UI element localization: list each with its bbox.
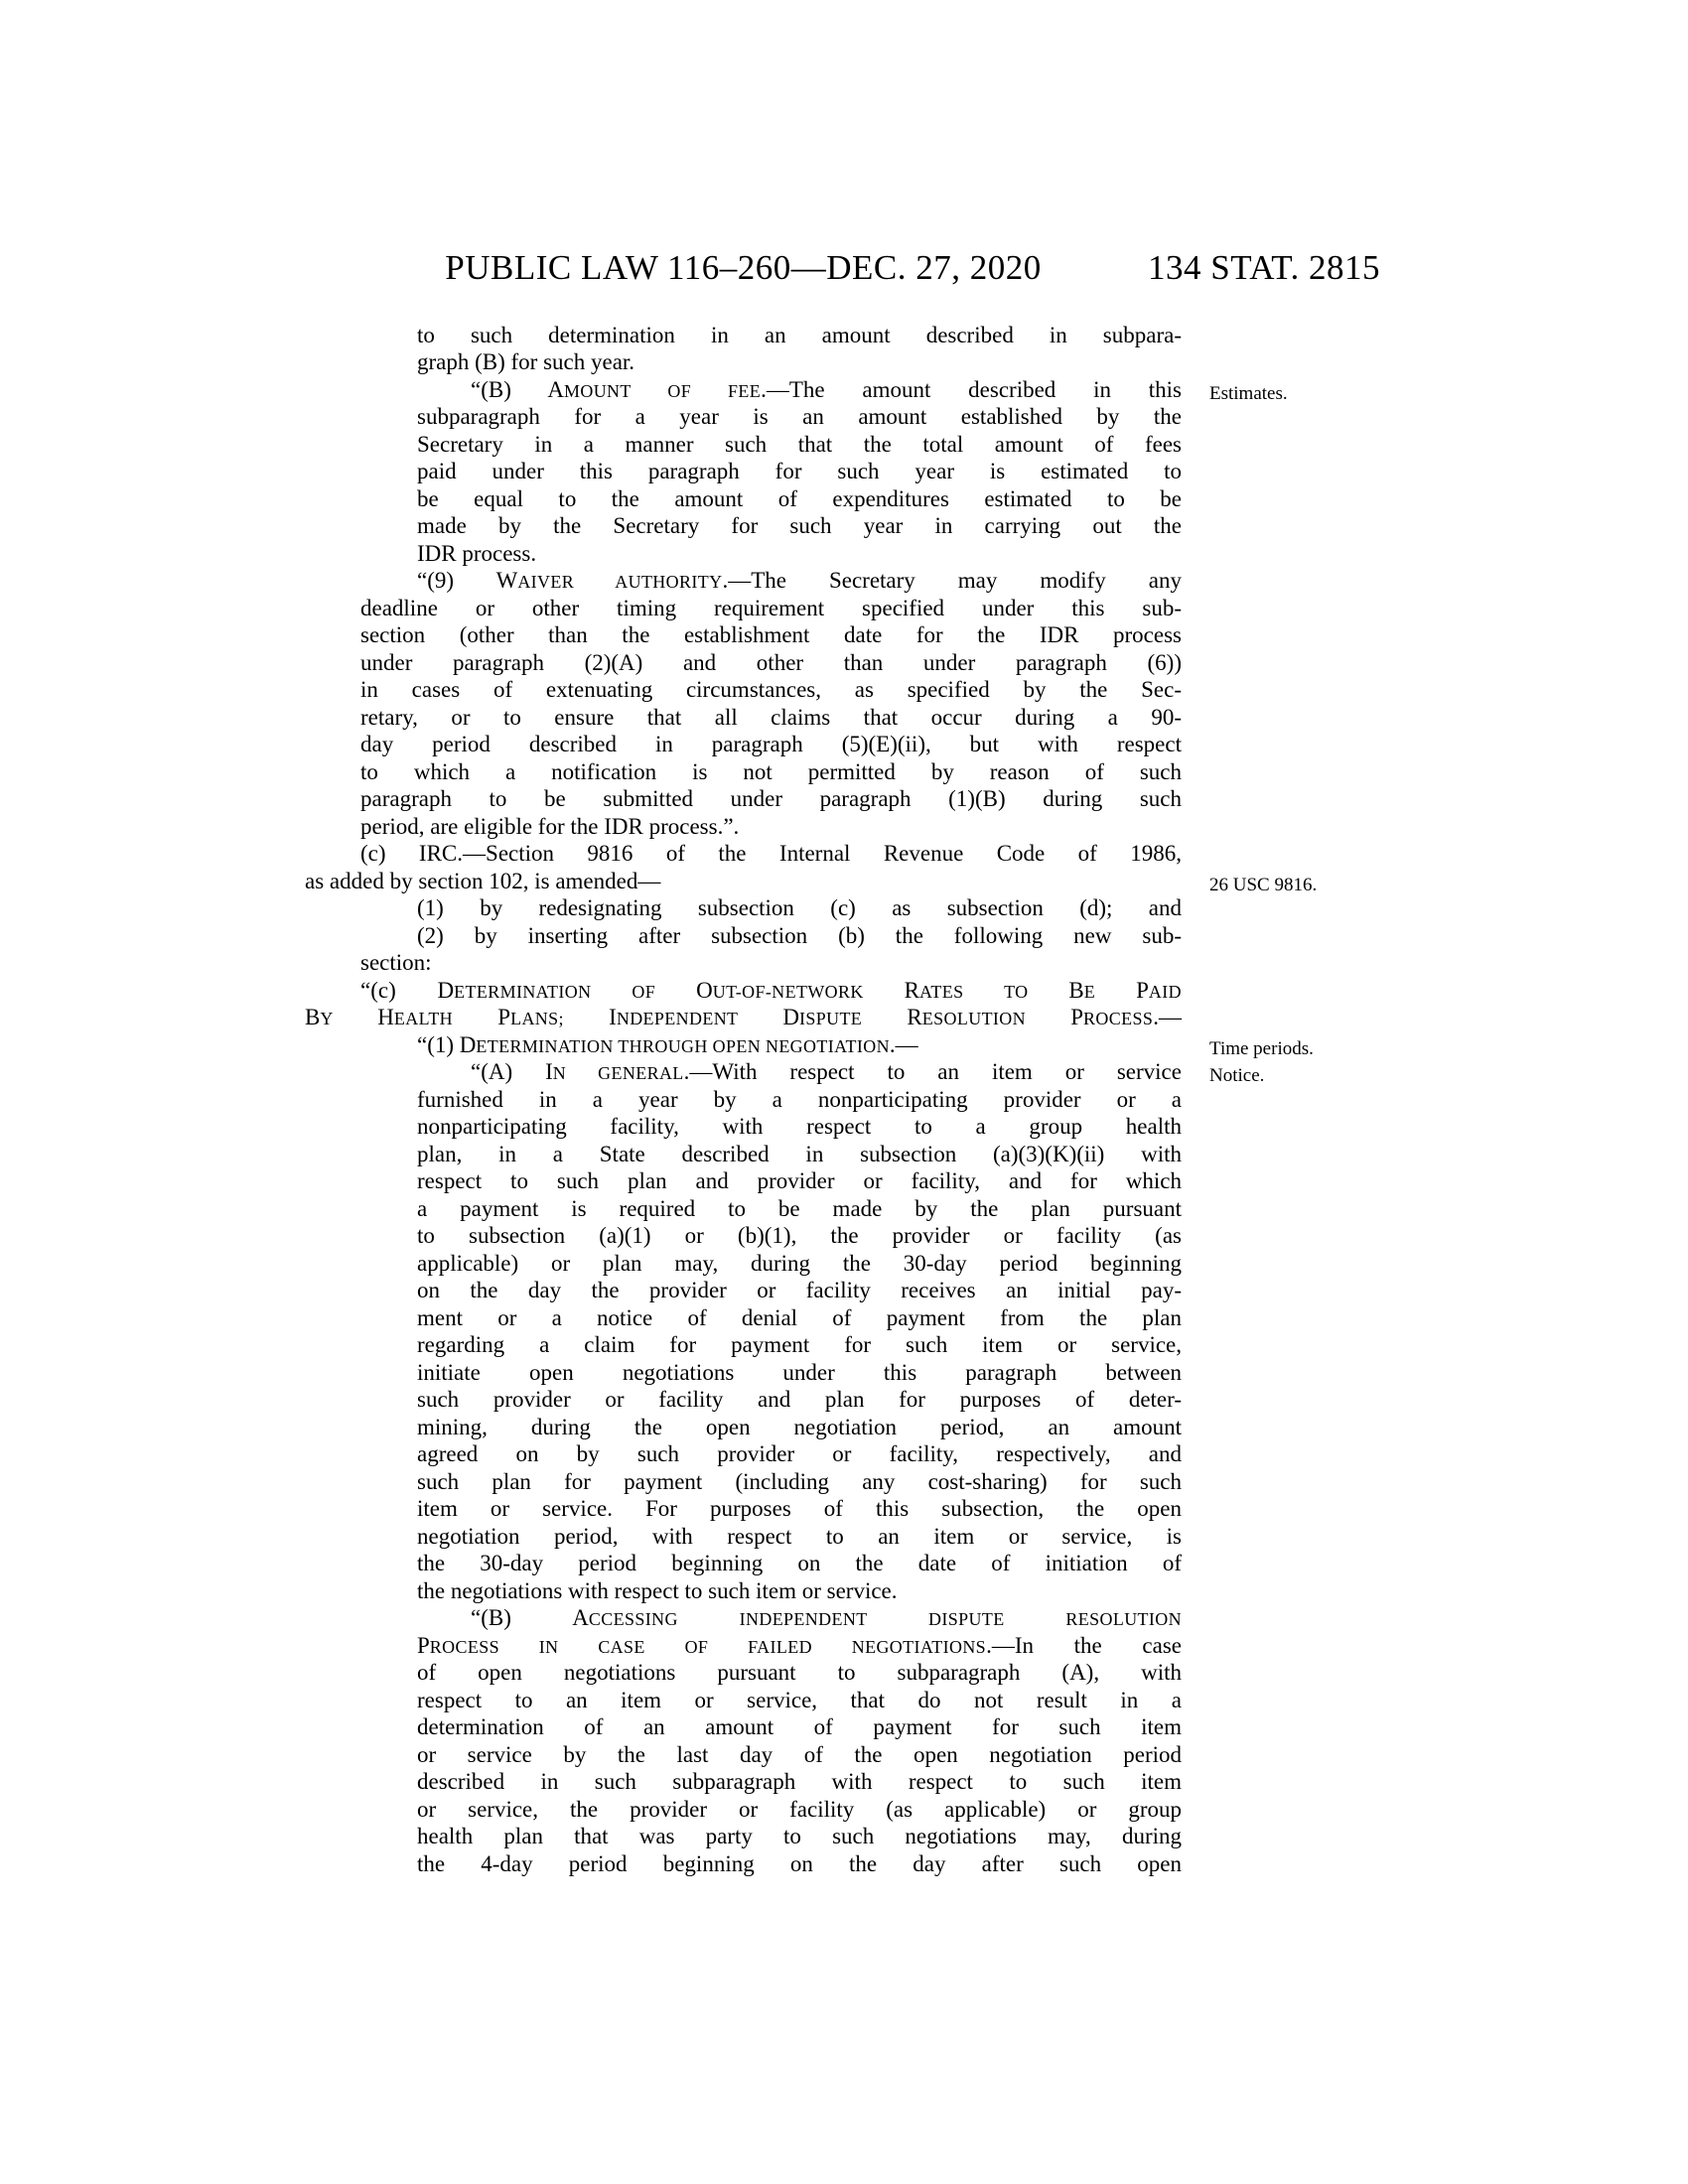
text-segment: furnished in a year by a nonparticipating provider or a <box>417 1086 1182 1112</box>
statute-line <box>417 1031 1182 1059</box>
text-segment: respect to such plan and provider or facility, and for which <box>417 1168 1182 1193</box>
text-segment: “(B) A <box>471 1605 589 1630</box>
margin-note: Notice. <box>1209 1065 1265 1086</box>
statute-line <box>417 1550 1182 1577</box>
margin-note: Estimates. <box>1209 382 1288 404</box>
small-caps-text: ROCESS IN CASE OF FAILED NEGOTIATIONS <box>429 1636 987 1657</box>
statute-line <box>471 1604 1182 1632</box>
text-segment: P <box>417 1632 430 1658</box>
text-segment: respect to an item or service, that do not result in a <box>417 1687 1182 1712</box>
text-segment: or service by the last day of the open negotiation period <box>417 1741 1182 1767</box>
small-caps-text: E <box>1083 981 1137 1002</box>
text-segment: the 4-day period beginning on the day after such open <box>417 1850 1182 1876</box>
statute-line <box>360 621 1182 649</box>
statute-line <box>417 1713 1182 1741</box>
text-segment: period, are eligible for the IDR process.”. <box>360 813 740 839</box>
text-segment: P <box>1070 1005 1084 1029</box>
statute-line <box>417 1222 1182 1250</box>
statute-line <box>417 1359 1182 1387</box>
text-segment: D <box>782 1005 799 1029</box>
text-segment: H <box>377 1005 394 1029</box>
small-caps-text: NDEPENDENT <box>616 1009 783 1028</box>
text-segment: applicable) or plan may, during the 30-day period beginning <box>417 1250 1182 1276</box>
text-segment: R <box>904 977 920 1003</box>
statute-line <box>417 1277 1182 1304</box>
statute-line <box>417 922 1182 950</box>
statute-line <box>471 376 1182 404</box>
statute-line <box>417 322 1182 349</box>
text-segment: of open negotiations pursuant to subparagraph (A), with <box>417 1660 1182 1685</box>
statute-line <box>360 649 1182 677</box>
statute-line <box>417 485 1182 513</box>
statute-line <box>417 1250 1182 1278</box>
text-segment: section (other than the establishment date for the IDR process <box>360 622 1182 647</box>
statute-line <box>417 1141 1182 1168</box>
text-segment: “(c) D <box>360 977 455 1003</box>
small-caps-text: ETERMINATION OF <box>454 981 697 1002</box>
statute-line <box>417 1386 1182 1414</box>
small-caps-text: ISPUTE <box>798 1009 908 1028</box>
text-segment: Secretary in a manner such that the total amount of fees <box>417 431 1182 457</box>
text-segment: “(9) W <box>417 568 518 593</box>
text-segment: in cases of extenuating circumstances, as specified by the Sec- <box>360 677 1182 702</box>
text-segment: to subsection (a)(1) or (b)(1), the provider or facility (as <box>417 1223 1182 1248</box>
statute-line <box>417 1768 1182 1796</box>
text-segment: (1) by redesignating subsection (c) as subsection (d); and <box>417 895 1182 920</box>
statute-line <box>417 458 1182 485</box>
statute-line <box>417 540 1182 568</box>
text-segment: graph (B) for such year. <box>417 349 635 374</box>
statute-line <box>417 894 1182 922</box>
statute-line <box>417 1796 1182 1824</box>
text-segment: the negotiations with respect to such item or service. <box>417 1577 898 1603</box>
statute-line <box>417 1577 1182 1605</box>
small-caps-text: N GENERAL <box>552 1063 684 1083</box>
statute-line <box>360 785 1182 813</box>
text-segment: negotiation period, with respect to an item or service, is <box>417 1523 1182 1549</box>
text-segment: such plan for payment (including any cost-sharing) for such <box>417 1468 1182 1494</box>
text-segment: O <box>696 977 713 1003</box>
text-segment: “(B) A <box>471 376 564 402</box>
statute-line <box>360 840 1182 868</box>
statute-line <box>417 1113 1182 1141</box>
statute-line <box>417 1304 1182 1332</box>
statute-line <box>417 348 1182 376</box>
text-segment: to which a notification is not permitted by reason of such <box>360 758 1182 784</box>
text-segment: be equal to the amount of expenditures estimated to be <box>417 485 1182 511</box>
text-segment: “(A) I <box>471 1059 553 1084</box>
text-segment: (2) by inserting after subsection (b) the following new sub- <box>417 922 1182 948</box>
text-segment: R <box>907 1005 922 1029</box>
text-segment: paid under this paragraph for such year is estimated to <box>417 459 1182 483</box>
statute-line <box>417 1440 1182 1468</box>
margin-note: 26 USC 9816. <box>1209 874 1318 895</box>
small-caps-text: AID <box>1148 981 1182 1002</box>
text-segment: the 30-day period beginning on the date of initiation of <box>417 1551 1182 1575</box>
text-segment: mining, during the open negotiation period, an amount <box>417 1414 1182 1439</box>
statute-line <box>417 1495 1182 1523</box>
text-segment: (c) IRC.—Section 9816 of the Internal Revenue Code of 1986, <box>360 841 1182 866</box>
text-segment: .—The amount described in this <box>761 376 1182 402</box>
text-segment: plan, in a State described in subsection (a)(3)(K)(ii) with <box>417 1141 1182 1166</box>
statute-line <box>417 1659 1182 1687</box>
statute-line <box>305 868 1182 895</box>
text-segment: subparagraph for a year is an amount established by the <box>417 404 1182 429</box>
text-segment: B <box>1068 977 1084 1003</box>
text-segment: described in such subparagraph with respect to such item <box>417 1769 1182 1794</box>
text-segment: initiate open negotiations under this paragraph between <box>417 1359 1182 1385</box>
statute-line <box>360 977 1182 1005</box>
text-segment: I <box>609 1005 617 1029</box>
text-segment: such provider or facility and plan for purposes of deter- <box>417 1387 1182 1412</box>
small-caps-text: Y <box>320 1009 378 1028</box>
text-segment: P <box>497 1005 511 1029</box>
statute-line <box>360 758 1182 786</box>
text-segment: made by the Secretary for such year in carrying out the <box>417 513 1182 538</box>
statute-line <box>360 676 1182 704</box>
statute-line <box>417 1632 1182 1660</box>
statute-line <box>417 1687 1182 1714</box>
statute-line <box>417 431 1182 459</box>
statute-line <box>360 704 1182 732</box>
text-segment: or service, the provider or facility (as applicable) or group <box>417 1796 1182 1822</box>
small-caps-text: MOUNT OF FEE <box>564 380 762 401</box>
text-segment: on the day the provider or facility receives an initial pay- <box>417 1278 1182 1302</box>
text-segment: regarding a claim for payment for such item or service, <box>417 1332 1182 1357</box>
text-segment: “(1) D <box>417 1031 477 1057</box>
statute-line <box>471 1058 1182 1086</box>
text-segment: IDR process. <box>417 540 537 566</box>
text-segment: a payment is required to be made by the plan pursuant <box>417 1195 1182 1221</box>
statute-line <box>417 1523 1182 1551</box>
statute-line <box>417 1086 1182 1114</box>
small-caps-text: EALTH <box>393 1009 498 1028</box>
text-segment: .— <box>889 1031 918 1057</box>
text-segment: deadline or other timing requirement specified under this sub- <box>360 595 1182 620</box>
text-segment: section: <box>360 950 432 975</box>
running-head-stat-page-number: 134 STAT. 2815 <box>1148 248 1380 287</box>
statute-line <box>360 813 1182 841</box>
text-segment: item or service. For purposes of this subsection, the open <box>417 1496 1182 1521</box>
statute-line <box>360 595 1182 622</box>
text-segment: nonparticipating facility, with respect to a group health <box>417 1114 1182 1139</box>
text-segment: agreed on by such provider or facility, respectively, and <box>417 1441 1182 1466</box>
text-segment: determination of an amount of payment for such item <box>417 1714 1182 1739</box>
statute-line <box>417 403 1182 431</box>
statute-line <box>417 1195 1182 1223</box>
statute-line <box>417 1468 1182 1496</box>
small-caps-text: CCESSING INDEPENDENT DISPUTE RESOLUTION <box>588 1609 1182 1629</box>
text-segment: as added by section 102, is amended— <box>305 868 661 893</box>
statute-line <box>417 567 1182 595</box>
small-caps-text: AIVER AUTHORITY <box>517 572 723 592</box>
statute-line <box>417 1741 1182 1769</box>
text-segment: ment or a notice of denial of payment from the plan <box>417 1304 1182 1330</box>
statute-line <box>360 949 1182 977</box>
statute-line <box>305 1004 1182 1031</box>
small-caps-text: ROCESS <box>1083 1009 1154 1028</box>
margin-note: Time periods. <box>1209 1037 1314 1059</box>
statute-line <box>417 512 1182 540</box>
text-segment: P <box>1136 977 1149 1003</box>
text-segment: retary, or to ensure that all claims that occur during a 90- <box>360 704 1182 730</box>
text-segment: B <box>305 1005 321 1029</box>
text-segment: .—With respect to an item or service <box>683 1059 1182 1084</box>
small-caps-text: ETERMINATION THROUGH OPEN NEGOTIATION <box>476 1035 890 1056</box>
text-segment: .— <box>1153 1005 1182 1029</box>
running-head-law-title: PUBLIC LAW 116–260—DEC. 27, 2020 <box>445 248 1042 287</box>
text-segment: to such determination in an amount described in subpara- <box>417 322 1182 347</box>
small-caps-text: LANS; <box>510 1009 610 1028</box>
statute-line <box>417 1850 1182 1878</box>
statute-line <box>417 1331 1182 1359</box>
text-segment: day period described in paragraph (5)(E)(ii), but with respect <box>360 732 1182 756</box>
small-caps-text: ESOLUTION <box>921 1009 1071 1028</box>
statute-line <box>417 1414 1182 1441</box>
text-segment: under paragraph (2)(A) and other than under paragraph (6)) <box>360 649 1182 675</box>
text-segment: .—In the case <box>986 1632 1182 1658</box>
text-segment: paragraph to be submitted under paragraph (1)(B) during such <box>360 786 1182 811</box>
statute-line <box>417 1167 1182 1195</box>
small-caps-text: ATES TO <box>919 981 1069 1002</box>
text-segment: health plan that was party to such negotiations may, during <box>417 1824 1182 1848</box>
statute-line <box>417 1823 1182 1850</box>
text-segment: .—The Secretary may modify any <box>722 568 1182 593</box>
small-caps-text: UT-OF-NETWORK <box>712 981 905 1002</box>
statute-line <box>360 731 1182 758</box>
